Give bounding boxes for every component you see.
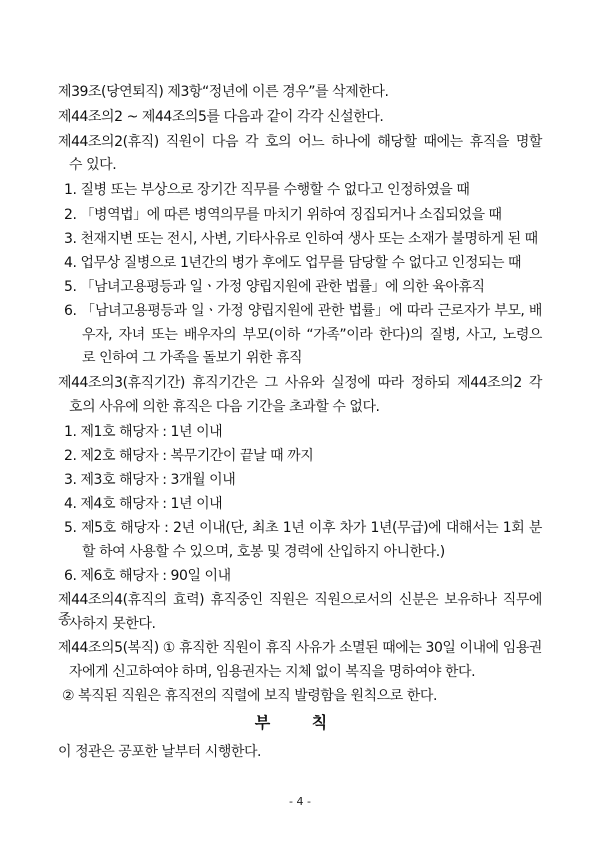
list-item-continuation: 우자, 자녀 또는 배우자의 부모(이하 “가족”이라 한다)의 질병, 사고, 노령으 xyxy=(82,327,542,343)
list-item: 5. 제5호 해당자 : 2년 이내(단, 최초 1년 이후 차가 1년(무급)에 대해서는 1회 분 xyxy=(64,520,542,536)
list-item: 4. 업무상 질병으로 1년간의 병가 후에도 업무를 담당할 수 없다고 인정되는 때 xyxy=(64,255,522,271)
supplement-heading: 부 칙 xyxy=(254,713,346,732)
text-line: 제44조의2 ~ 제44조의5를 다음과 같이 각각 신설한다. xyxy=(58,109,384,125)
list-item: 6. 「남녀고용평등과 일ㆍ가정 양립지원에 관한 법률」에 따라 근로자가 부모, 배 xyxy=(64,303,542,319)
list-item: 5. 「남녀고용평등과 일ㆍ가정 양립지원에 관한 법률」에 의한 육아휴직 xyxy=(64,279,485,295)
list-item-continuation: 로 인하여 그 가족을 돌보기 위한 휴직 xyxy=(82,350,303,366)
text-line: 제39조(당연퇴직) 제3항“정년에 이른 경우”를 삭제한다. xyxy=(58,84,389,100)
list-item: 2. 「병역법」에 따른 병역의무를 마치기 위하여 징집되거나 소집되었을 때 xyxy=(64,207,502,223)
list-item: 1. 질병 또는 부상으로 장기간 직무를 수행할 수 없다고 인정하였을 때 xyxy=(64,182,470,198)
list-item: 2. 제2호 해당자 : 복무기간이 끝날 때 까지 xyxy=(64,448,314,464)
list-item: 1. 제1호 해당자 : 1년 이내 xyxy=(64,424,223,440)
text-line: 사하지 못한다. xyxy=(69,616,156,632)
text-line: 제44조의4(휴직의 효력) 휴직중인 직원은 직원으로서의 신분은 보유하나 직무에 종 xyxy=(58,592,542,628)
supplement-text: 이 정관은 공포한 날부터 시행한다. xyxy=(58,744,262,760)
text-line: 제44조의2(휴직) 직원이 다음 각 호의 어느 하나에 해당할 때에는 휴직을 명할 xyxy=(58,134,542,150)
list-item: 3. 제3호 해당자 : 3개월 이내 xyxy=(64,472,236,488)
text-line: 수 있다. xyxy=(69,157,117,173)
text-line: 제44조의5(복직) ① 휴직한 직원이 휴직 사유가 소멸된 때에는 30일 이내에 임용권 xyxy=(58,640,542,656)
list-item: 6. 제6호 해당자 : 90일 이내 xyxy=(64,568,231,584)
list-item-continuation: 할 하여 사용할 수 있으며, 호봉 및 경력에 산입하지 아니한다.) xyxy=(82,544,445,560)
list-item: 3. 천재지변 또는 전시, 사변, 기타사유로 인하여 생사 또는 소재가 불명하게 된 때 xyxy=(64,231,538,247)
text-line: 제44조의3(휴직기간) 휴직기간은 그 사유와 실정에 따라 정하되 제44조의2 각 xyxy=(58,375,542,391)
text-line: 호의 사유에 의한 휴직은 다음 기간을 초과할 수 없다. xyxy=(69,399,380,415)
text-line: ② 복직된 직원은 휴직전의 직렬에 보직 발령함을 원칙으로 한다. xyxy=(62,688,437,704)
list-item: 4. 제4호 해당자 : 1년 이내 xyxy=(64,496,223,512)
page-number: - 4 - xyxy=(289,795,311,808)
text-line: 자에게 신고하여야 하며, 임용권자는 지체 없이 복직을 명하여야 한다. xyxy=(69,664,476,680)
